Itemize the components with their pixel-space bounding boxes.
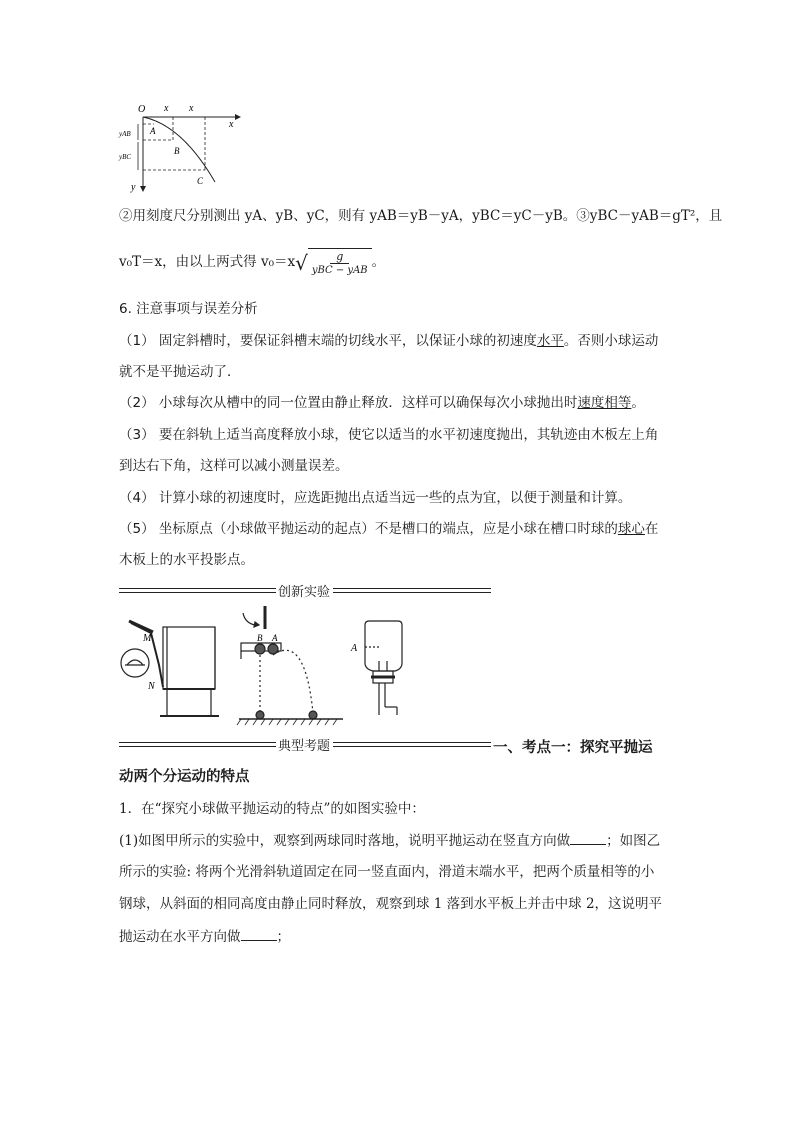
topic-heading-b: 动两个分运动的特点 bbox=[119, 769, 250, 785]
item5-line2: 木板上的水平投影点。 bbox=[119, 552, 254, 568]
section6-title: 6. 注意事项与误差分析 bbox=[119, 301, 258, 317]
two-ball-apparatus bbox=[237, 606, 343, 725]
item5-underline: 球心 bbox=[617, 521, 645, 537]
item1-text-a: （1） 固定斜槽时，要保证斜槽末端的切线水平，以保证小球的初速度 bbox=[119, 333, 537, 349]
label-n: N bbox=[148, 681, 155, 692]
step2-line1: ②用刻度尺分别测出 yA、yB、yC，则有 yAB＝yB－yA，yBC＝yC－yB。③yBC－yAB＝gT²，且 bbox=[119, 208, 723, 224]
item2-text-b: 。 bbox=[631, 395, 645, 411]
label-m: M bbox=[143, 633, 152, 644]
item1-line1 bbox=[119, 331, 658, 351]
answer-blank-2[interactable] bbox=[241, 926, 277, 941]
step2-line2-prefix: v₀T＝x，由以上两式得 v₀＝x bbox=[119, 254, 296, 270]
board-apparatus bbox=[121, 621, 219, 716]
item4-line: （4） 计算小球的初速度时，应选距抛出点适当远一些的点为宜，以便于测量和计算。 bbox=[119, 490, 632, 506]
q1-text-b: ；如图乙 bbox=[606, 833, 661, 849]
fraction-numerator: g bbox=[330, 250, 349, 264]
typical-divider-left bbox=[119, 742, 276, 747]
point-c-label: C bbox=[197, 176, 204, 186]
item1-text-b: 。否则小球运动 bbox=[563, 333, 659, 349]
item1-line2: 就不是平抛运动了． bbox=[119, 364, 241, 380]
origin-label: O bbox=[138, 104, 146, 115]
item3-line1: （3） 要在斜轨上适当高度释放小球，使它以适当的水平初速度抛出，其轨迹由木板左上角 bbox=[119, 427, 659, 443]
sqrt-expression: √ $\frac{g}{\text{yBC − yAB}}$ bbox=[295, 248, 372, 277]
innovation-figures bbox=[115, 603, 415, 728]
step2-line2-suffix: 。 bbox=[371, 254, 386, 270]
question1-part1-line2: 所示的实验: 将两个光滑斜轨道固定在同一竖直面内，滑道末端水平，把两个质量相等的小 bbox=[119, 864, 655, 880]
question1-part1-line4 bbox=[119, 926, 290, 947]
answer-blank-1[interactable] bbox=[570, 830, 606, 845]
question1-part1-line3: 钢球，从斜面的相同高度由静止同时释放，观察到球 1 落到水平板上并击中球 2，这说明平 bbox=[119, 896, 663, 912]
innovation-divider-left bbox=[119, 588, 276, 593]
typical-divider-right bbox=[333, 742, 491, 747]
item2-underline: 速度相等 bbox=[577, 395, 632, 411]
label-a-bottle: A bbox=[351, 643, 358, 654]
x-tick-label-2: x bbox=[189, 103, 194, 114]
item5-text-b: 在 bbox=[644, 521, 659, 537]
item1-underline: 水平 bbox=[536, 333, 564, 349]
x-tick-label-1: x bbox=[164, 103, 169, 114]
point-a-label: A bbox=[150, 126, 156, 136]
item5-text-a: （5） 坐标原点（小球做平抛运动的起点）不是槽口的端点，应是小球在槽口时球的 bbox=[119, 521, 618, 537]
item3-line2: 到达右下角，这样可以减小测量误差。 bbox=[119, 458, 349, 474]
q1-text-e: 抛运动在水平方向做 bbox=[119, 929, 241, 945]
y-axis-label: y bbox=[131, 182, 136, 193]
innovation-title: 创新实验 bbox=[278, 585, 331, 600]
step2-line2 bbox=[119, 248, 385, 277]
item2-line bbox=[119, 393, 645, 413]
innovation-divider-right bbox=[333, 588, 491, 593]
fraction-denominator: yBC − yAB bbox=[311, 265, 368, 276]
label-b: B bbox=[257, 633, 263, 643]
label-a: A bbox=[272, 633, 278, 643]
trajectory-diagram bbox=[112, 100, 247, 195]
item5-line1 bbox=[119, 519, 658, 539]
point-b-label: B bbox=[174, 146, 180, 156]
topic-heading-a: 一、考点一：探究平抛运 bbox=[493, 740, 653, 756]
question1-part1-line1 bbox=[119, 830, 660, 851]
question1-stem: 1．在“探究小球做平抛运动的特点”的如图实验中： bbox=[119, 801, 425, 817]
x-axis-label: x bbox=[229, 119, 234, 130]
bottle-apparatus bbox=[365, 621, 402, 715]
item2-text-a: （2） 小球每次从槽中的同一位置由静止释放．这样可以确保每次小球抛出时 bbox=[119, 395, 578, 411]
typical-title: 典型考题 bbox=[278, 739, 331, 754]
q1-text-a: (1)如图甲所示的实验中，观察到两球同时落地，说明平抛运动在竖直方向做 bbox=[119, 833, 571, 849]
y-bc-label: yBC bbox=[119, 153, 132, 161]
q1-text-f: ； bbox=[276, 929, 290, 945]
y-ab-label: yAB bbox=[119, 130, 131, 138]
